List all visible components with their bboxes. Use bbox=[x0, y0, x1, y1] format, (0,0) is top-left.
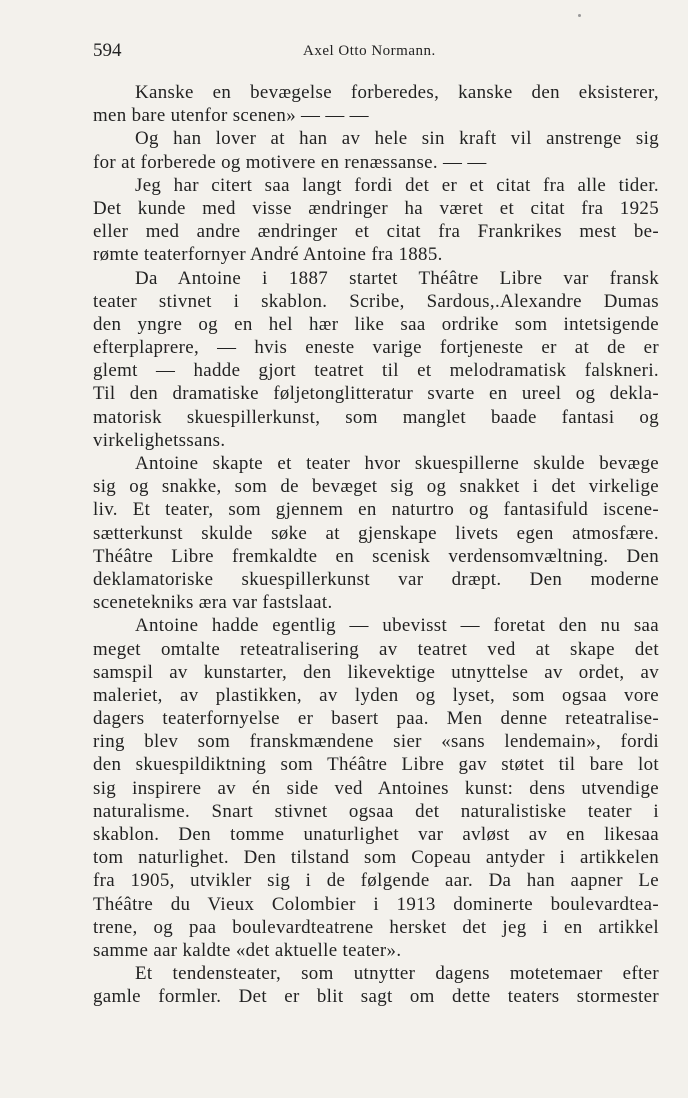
text-line: Théâtre du Vieux Colombier i 1913 dominerte boulevardtea- bbox=[93, 893, 659, 915]
text-line: liv. Et teater, som gjennem en naturtro og fantasifuld iscene- bbox=[93, 499, 659, 521]
text-line: dagers teaterfornyelse er basert paa. Men denne reteatralise- bbox=[93, 708, 659, 730]
book-page bbox=[93, 40, 659, 1009]
text-line: naturalisme. Snart stivnet ogsaa det naturalistiske teater i bbox=[93, 800, 659, 822]
text-line: deklamatoriske skuespillerkunst var dræpt. Den moderne bbox=[93, 568, 659, 590]
text-line: Antoine skapte et teater hvor skuespillerne skulde bevæge bbox=[135, 453, 659, 474]
text-line: Og han lover at han av hele sin kraft vil anstrenge sig bbox=[135, 128, 659, 150]
text-line: ring blev som franskmændene sier «sans lendemain», fordi bbox=[93, 731, 659, 753]
text-line: sig inspirere av én side ved Antoines kunst: dens utvendige bbox=[93, 777, 659, 799]
text-line: trene, og paa boulevardteatrene hersket det jeg i en artikkel bbox=[93, 916, 659, 938]
text-line: Kanske en bevægelse forberedes, kanske den eksisterer, bbox=[135, 82, 659, 103]
text-line: meget omtalte reteatralisering av teatret ved at skape det bbox=[93, 638, 659, 660]
text-line: for at forberede og motivere en renæssanse. — — bbox=[93, 151, 487, 173]
text-line: samspil av kunstarter, den likevektige utnyttelse av ordet, av bbox=[93, 661, 659, 683]
text-line: tom naturlighet. Den tilstand som Copeau antyder i artikkelen bbox=[93, 847, 659, 869]
text-line: gamle formler. Det er blit sagt om dette teaters stormester bbox=[93, 986, 659, 1008]
text-line: Til den dramatiske føljetonglitteratur svarte en ureel og dekla- bbox=[93, 383, 659, 405]
text-line: Det kunde med visse ændringer ha været et citat fra 1925 bbox=[93, 197, 659, 219]
text-line: samme aar kaldte «det aktuelle teater». bbox=[93, 939, 402, 961]
text-line: virkelighetssans. bbox=[93, 429, 226, 451]
text-line: glemt — hadde gjort teatret til et melodramatisk falskneri. bbox=[93, 360, 659, 382]
text-line: efterplaprere, — hvis eneste varige fortjeneste er at de er bbox=[93, 337, 659, 359]
body-text bbox=[93, 81, 659, 1009]
text-line: men bare utenfor scenen» — — — bbox=[93, 105, 369, 127]
text-line: fra 1905, utvikler sig i de følgende aar. Da han aapner Le bbox=[93, 870, 659, 892]
text-line: eller med andre ændringer et citat fra Frankrikes mest be- bbox=[93, 221, 659, 243]
text-line: den skuespildiktning som Théâtre Libre gav støtet til bare lot bbox=[93, 754, 659, 776]
page-number: 594 bbox=[93, 40, 122, 61]
text-line: Jeg har citert saa langt fordi det er et citat fra alle tider. bbox=[135, 174, 659, 196]
text-line: Da Antoine i 1887 startet Théâtre Libre var fransk bbox=[135, 267, 659, 289]
text-line: sætterkunst skulde søke at gjenskape livets egen atmosfære. bbox=[93, 522, 659, 544]
text-line: Théâtre Libre fremkaldte en scenisk verdensomvæltning. Den bbox=[93, 545, 659, 567]
text-line: teater stivnet i skablon. Scribe, Sardous,.Alexandre Dumas bbox=[93, 290, 659, 312]
text-line: maleriet, av plastikken, av lyden og lyset, som ogsaa vore bbox=[93, 684, 659, 706]
text-line: sig og snakke, som de bevæget sig og snakket i det virkelige bbox=[93, 476, 659, 498]
text-line: Antoine hadde egentlig — ubevisst — foretat den nu saa bbox=[135, 615, 659, 637]
text-line: scenetekniks æra var fastslaat. bbox=[93, 592, 333, 614]
text-line: rømte teaterfornyer André Antoine fra 1885. bbox=[93, 244, 443, 266]
running-head: Axel Otto Normann. bbox=[303, 43, 436, 59]
text-line: Et tendensteater, som utnytter dagens motetemaer efter bbox=[135, 963, 659, 985]
paper-speck bbox=[578, 14, 581, 17]
page-header bbox=[93, 40, 659, 70]
text-line: matorisk skuespillerkunst, som manglet baade fantasi og bbox=[93, 406, 659, 428]
text-line: den yngre og en hel hær like saa ordrike som intetsigende bbox=[93, 313, 659, 335]
text-line: skablon. Den tomme unaturlighet var avløst av en likesaa bbox=[93, 824, 659, 845]
